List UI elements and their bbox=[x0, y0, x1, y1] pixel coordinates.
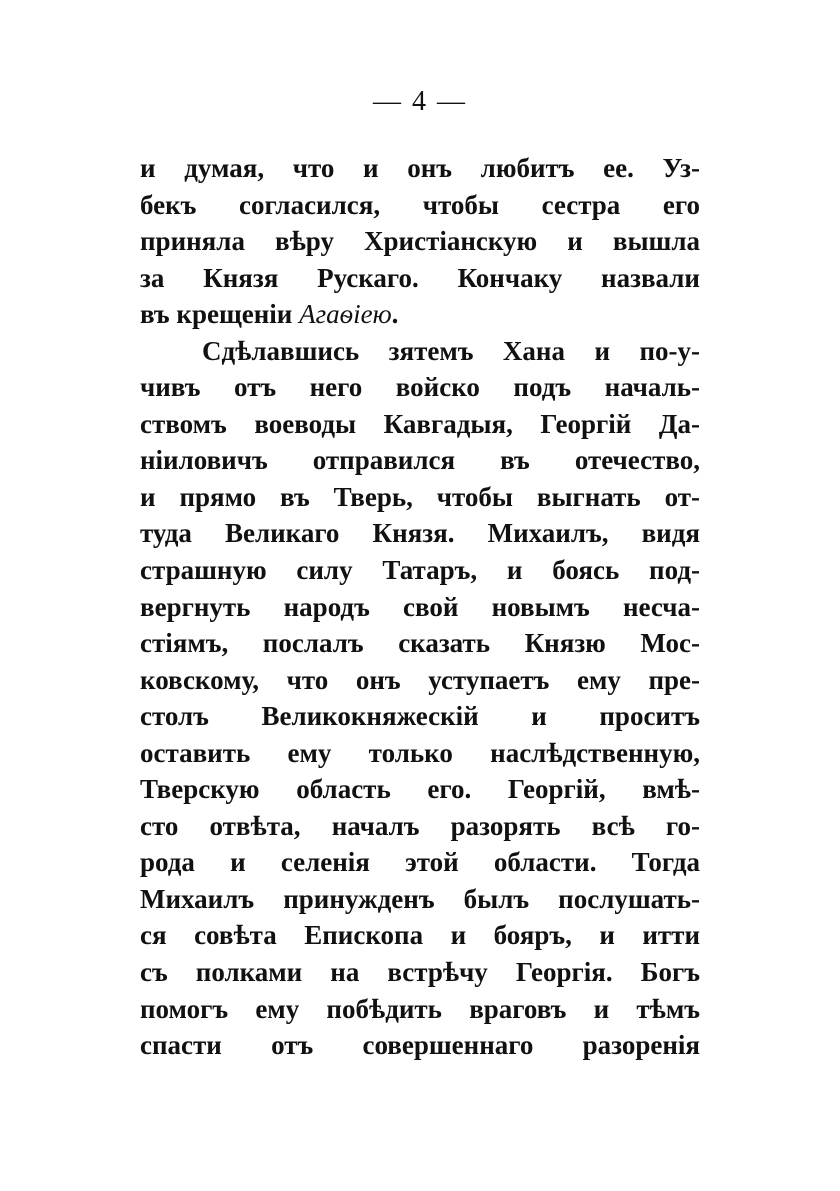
text-line: помогъ ему побѣдить враговъ и тѣмъ bbox=[140, 993, 700, 1024]
text-line-last bbox=[140, 296, 700, 333]
text-line: спасти отъ совершеннаго разоренія bbox=[140, 1030, 700, 1061]
text-line: и думая, что и онъ любитъ ее. Уз- bbox=[140, 153, 700, 183]
text-line: бекъ согласился, чтобы сестра его bbox=[140, 189, 700, 220]
text-run: въ крещеніи bbox=[140, 299, 300, 330]
text-line: Михаилъ принужденъ былъ послушать- bbox=[140, 883, 700, 914]
text-line: оставить ему только наслѣдственную, bbox=[140, 737, 700, 768]
text-run: . bbox=[391, 299, 399, 330]
paragraph-2 bbox=[140, 333, 700, 1064]
page-number: — 4 — bbox=[373, 86, 467, 117]
text-line: Тверскую область его. Георгій, вмѣ- bbox=[140, 774, 700, 805]
text-line: стіямъ, послалъ сказать Князю Мос- bbox=[140, 628, 700, 659]
text-line: ніиловичъ отправился въ отечество, bbox=[140, 445, 700, 476]
text-line: сто отвѣта, началъ разорять всѣ го- bbox=[140, 810, 700, 841]
text-line: столъ Великокняжескій и проситъ bbox=[140, 701, 700, 732]
text-line: туда Великаго Князя. Михаилъ, видя bbox=[140, 518, 700, 549]
text-line: чивъ отъ него войско подъ началь- bbox=[140, 372, 700, 403]
text-line: приняла вѣру Христіанскую и вышла bbox=[140, 226, 700, 257]
text-line: страшную силу Татаръ, и боясь под- bbox=[140, 555, 700, 586]
text-block bbox=[140, 150, 700, 1064]
paragraph-1 bbox=[140, 150, 700, 333]
text-line: ствомъ воеводы Кавгадыя, Георгій Да- bbox=[140, 408, 700, 439]
text-line: съ полками на встрѣчу Георгія. Богъ bbox=[140, 957, 700, 988]
text-line: и прямо въ Тверь, чтобы выгнать от- bbox=[140, 481, 700, 512]
text-line: ковскому, что онъ уступаетъ ему пре- bbox=[140, 664, 700, 695]
text-line: рода и селенія этой области. Тогда bbox=[140, 847, 700, 878]
text-line: вергнуть народъ свой новымъ несча- bbox=[140, 591, 700, 622]
text-line: ся совѣта Епископа и бояръ, и итти bbox=[140, 920, 700, 951]
text-line: Сдѣлавшись зятемъ Хана и по-у- bbox=[202, 335, 700, 366]
italic-name: Агаѳіею bbox=[299, 299, 392, 330]
text-line: за Князя Рускаго. Кончаку назвали bbox=[140, 262, 700, 293]
